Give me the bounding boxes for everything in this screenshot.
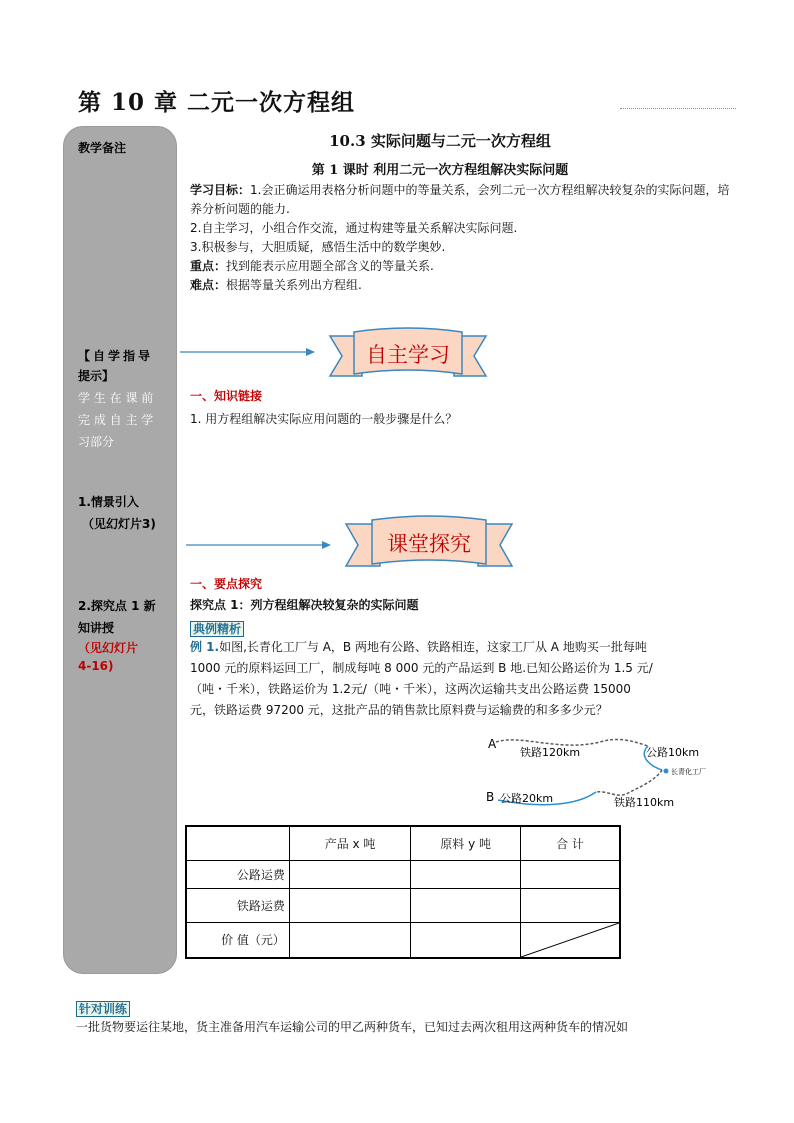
row-label: 公路运费 [186, 860, 289, 888]
route-map-diagram [480, 730, 730, 820]
knowledge-heading: 一、知识链接 [190, 389, 263, 403]
table-cell [411, 860, 521, 888]
arrow-to-banner-2 [184, 538, 334, 552]
key-point-text: 找到能表示应用题全部含义的等量关系. [226, 259, 434, 273]
guide-line: 习部分 [78, 435, 115, 449]
example-tag [190, 618, 244, 637]
table-row [186, 922, 620, 958]
objective-2: 2.自主学习，小组合作交流，通过构建等量关系解决实际问题. [190, 221, 518, 235]
objectives-label: 学习目标： [190, 183, 251, 197]
table-header-row [186, 826, 620, 860]
practice-tag-label: 针对训练 [76, 1001, 130, 1017]
rail-b-label: 铁路110km [614, 796, 675, 809]
knowledge-question: 1. 用方程组解决实际应用问题的一般步骤是什么？ [190, 412, 458, 426]
banner-self-study [328, 326, 488, 384]
intro-label: 1.情景引入 [78, 495, 139, 509]
banner-class-explore [344, 514, 514, 574]
table-cell [289, 922, 410, 958]
chapter-title: 第 10 章 二元一次方程组 [78, 89, 356, 116]
arrow-to-banner-1 [178, 345, 318, 359]
intro-slide-text: （见幻灯片3) [82, 517, 156, 531]
explore-label-3: （见幻灯片 [78, 641, 139, 655]
example-line: （吨・千米），铁路运价为 1.2元/（吨・千米），这两次运输共支出公路运费 15000 [190, 682, 631, 696]
difficulty-text: 根据等量关系列出方程组. [226, 278, 362, 292]
factory-dot [664, 769, 669, 774]
banner-self-study-label: 自主学习 [366, 343, 450, 367]
row-label: 铁路运费 [186, 888, 289, 922]
point-a-label: A [488, 737, 497, 751]
explore-label-4: 4-16) [78, 659, 114, 673]
row-label: 价 值（元） [186, 922, 289, 958]
example-line: 1000 元的原料运回工厂，制成每吨 8 000 元的产品运到 B 地.已知公路运价为 1.5 元/ [190, 661, 653, 675]
table-row [186, 888, 620, 922]
table-cell [521, 888, 621, 922]
table-cell [289, 860, 410, 888]
objective-1: 1.会正确运用表格分析问题中的等量关系，会列二元一次方程组解决较复杂的实际问题，培养分析问题的能力. [190, 183, 730, 216]
analysis-table [185, 825, 621, 959]
objective-3: 3.积极参与，大胆质疑，感悟生活中的数学奥妙. [190, 240, 446, 254]
factory-label: 长青化工厂 [671, 768, 706, 776]
practice-tag [76, 998, 130, 1017]
table-row [186, 860, 620, 888]
rail-route-b [596, 770, 662, 795]
road-a-label: 公路10km [646, 746, 700, 759]
explore-point-title: 探究点 1：列方程组解决较复杂的实际问题 [190, 598, 419, 612]
section-title: 10.3 实际问题与二元一次方程组 [329, 132, 551, 150]
rail-a-label: 铁路120km [520, 746, 581, 759]
guide-label-1: 【自学指导 [78, 349, 154, 363]
table-header-cell [186, 826, 289, 860]
lesson-title: 第 1 课时 利用二元一次方程组解决实际问题 [311, 163, 569, 178]
explore-label-1: 2.探究点 1 新 [78, 599, 156, 613]
example-1 [190, 637, 730, 721]
table-cell-diagonal [521, 922, 621, 958]
example-label: 例 1. [190, 640, 220, 654]
difficulty-label: 难点： [190, 278, 227, 292]
notes-label: 教学备注 [78, 141, 127, 155]
table-header-cell: 产品 x 吨 [289, 826, 410, 860]
guide-line: 学 生 在 课 前 [78, 391, 154, 405]
example-line: 如图,长青化工厂与 A，B 两地有公路、铁路相连，这家工厂从 A 地购买一批每吨 [219, 640, 647, 654]
practice-text: 一批货物要运往某地，货主准备用汽车运输公司的甲乙两种货车，已知过去两次租用这两种货车的情况如 [76, 1020, 629, 1034]
learning-objectives [190, 181, 730, 295]
key-explore-heading: 一、要点探究 [190, 577, 263, 591]
diagonal-line [521, 923, 619, 957]
table-cell [521, 860, 621, 888]
guide-label-2: 提示】 [78, 369, 115, 383]
teaching-notes-sidebar [63, 126, 177, 974]
point-b-label: B [486, 790, 495, 804]
table-cell [411, 922, 521, 958]
dotted-divider [620, 108, 736, 109]
example-tag-label: 典例精析 [190, 621, 244, 637]
table-cell [289, 888, 410, 922]
example-line: 元，铁路运费 97200 元，这批产品的销售款比原料费与运输费的和多多少元？ [190, 703, 608, 717]
key-point-label: 重点： [190, 259, 227, 273]
explore-label-2: 知讲授 [78, 621, 115, 635]
table-header-cell: 合 计 [521, 826, 621, 860]
intro-slide-ref [82, 515, 156, 532]
banner-class-explore-label: 课堂探究 [387, 532, 471, 556]
table-cell [411, 888, 521, 922]
guide-line: 完 成 自 主 学 [78, 413, 154, 427]
table-header-cell: 原料 y 吨 [411, 826, 521, 860]
road-b-label: 公路20km [500, 792, 554, 805]
